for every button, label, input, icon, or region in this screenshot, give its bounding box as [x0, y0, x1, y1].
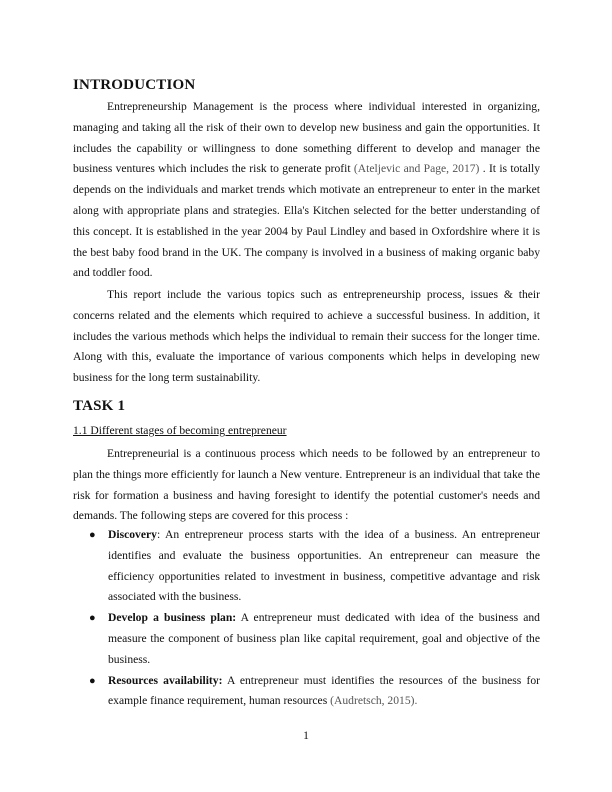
- intro-paragraph-1-text: Entrepreneurship Management is the process where individual interested in organizing, managing and taking all the risk of their own to develop new business and gain the opportunities. It includes the capability or willingness to done something different to develop and manager the business ventures which includes the risk to generate profit: [73, 100, 540, 176]
- bullet-icon: ●: [89, 674, 96, 687]
- introduction-heading: INTRODUCTION: [73, 77, 196, 93]
- list-item-text: : An entrepreneur process starts with the idea of a business. An entrepreneur identifies and evaluate the business opportunities. An entrepreneur can measure the efficiency opportunities related to investment in business, competitive advantage and risk associated with the business.: [108, 528, 540, 604]
- citation: (Audretsch, 2015).: [330, 694, 418, 708]
- list-item-term: Resources availability:: [108, 673, 223, 687]
- process-steps-list: [73, 525, 540, 712]
- citation: (Ateljevic and Page, 2017): [353, 162, 480, 176]
- list-item: [73, 608, 540, 670]
- list-item-text: A entrepreneur must identifies the resources of the business for example finance requirement, human resources: [108, 673, 540, 708]
- page-number: 1: [303, 729, 309, 742]
- task-1-heading: TASK 1: [73, 398, 126, 414]
- list-item-term: Discovery: [108, 528, 157, 541]
- bullet-icon: ●: [89, 529, 96, 541]
- task-paragraph: Entrepreneurial is a continuous process which needs to be followed by an entrepreneur to plan the things more efficiently for launch a New venture. Entrepreneur is an individual that take the risk for formation a business and having foresight to identify the potential customer's needs and demands. The following steps are covered for this process :: [73, 447, 540, 523]
- intro-paragraph-1-rest: . It is totally depends on the individuals and market trends which motivate an entrepreneur to enter in the market along with appropriate plans and strategies. Ella's Kitchen selected for the better understanding of this concept. It is established in the year 2004 by Paul Lindley and based in Oxfordshire where it is the best baby food brand in the UK. The company is involved in a business of making organic baby and toddler food.: [73, 162, 540, 280]
- intro-paragraph-2: This report include the various topics such as entrepreneurship process, issues & their concerns related and the elements which required to achieve a successful business. In addition, it includes the various methods which helps the individual to remain their success for the longer time. Along with this, evaluate the importance of various components which helps in developing new business for the long term sustainability.: [73, 288, 540, 385]
- list-item: [73, 525, 540, 608]
- list-item-text: A entrepreneur must dedicated with idea of the business and measure the component of business plan like capital requirement, goal and objective of the business.: [108, 611, 540, 666]
- section-subheading: 1.1 Different stages of becoming entrepreneur: [73, 424, 287, 437]
- list-item: [73, 671, 540, 713]
- list-item-term: Develop a business plan:: [108, 611, 237, 625]
- intro-paragraph-1: [73, 97, 540, 284]
- bullet-icon: ●: [89, 612, 96, 625]
